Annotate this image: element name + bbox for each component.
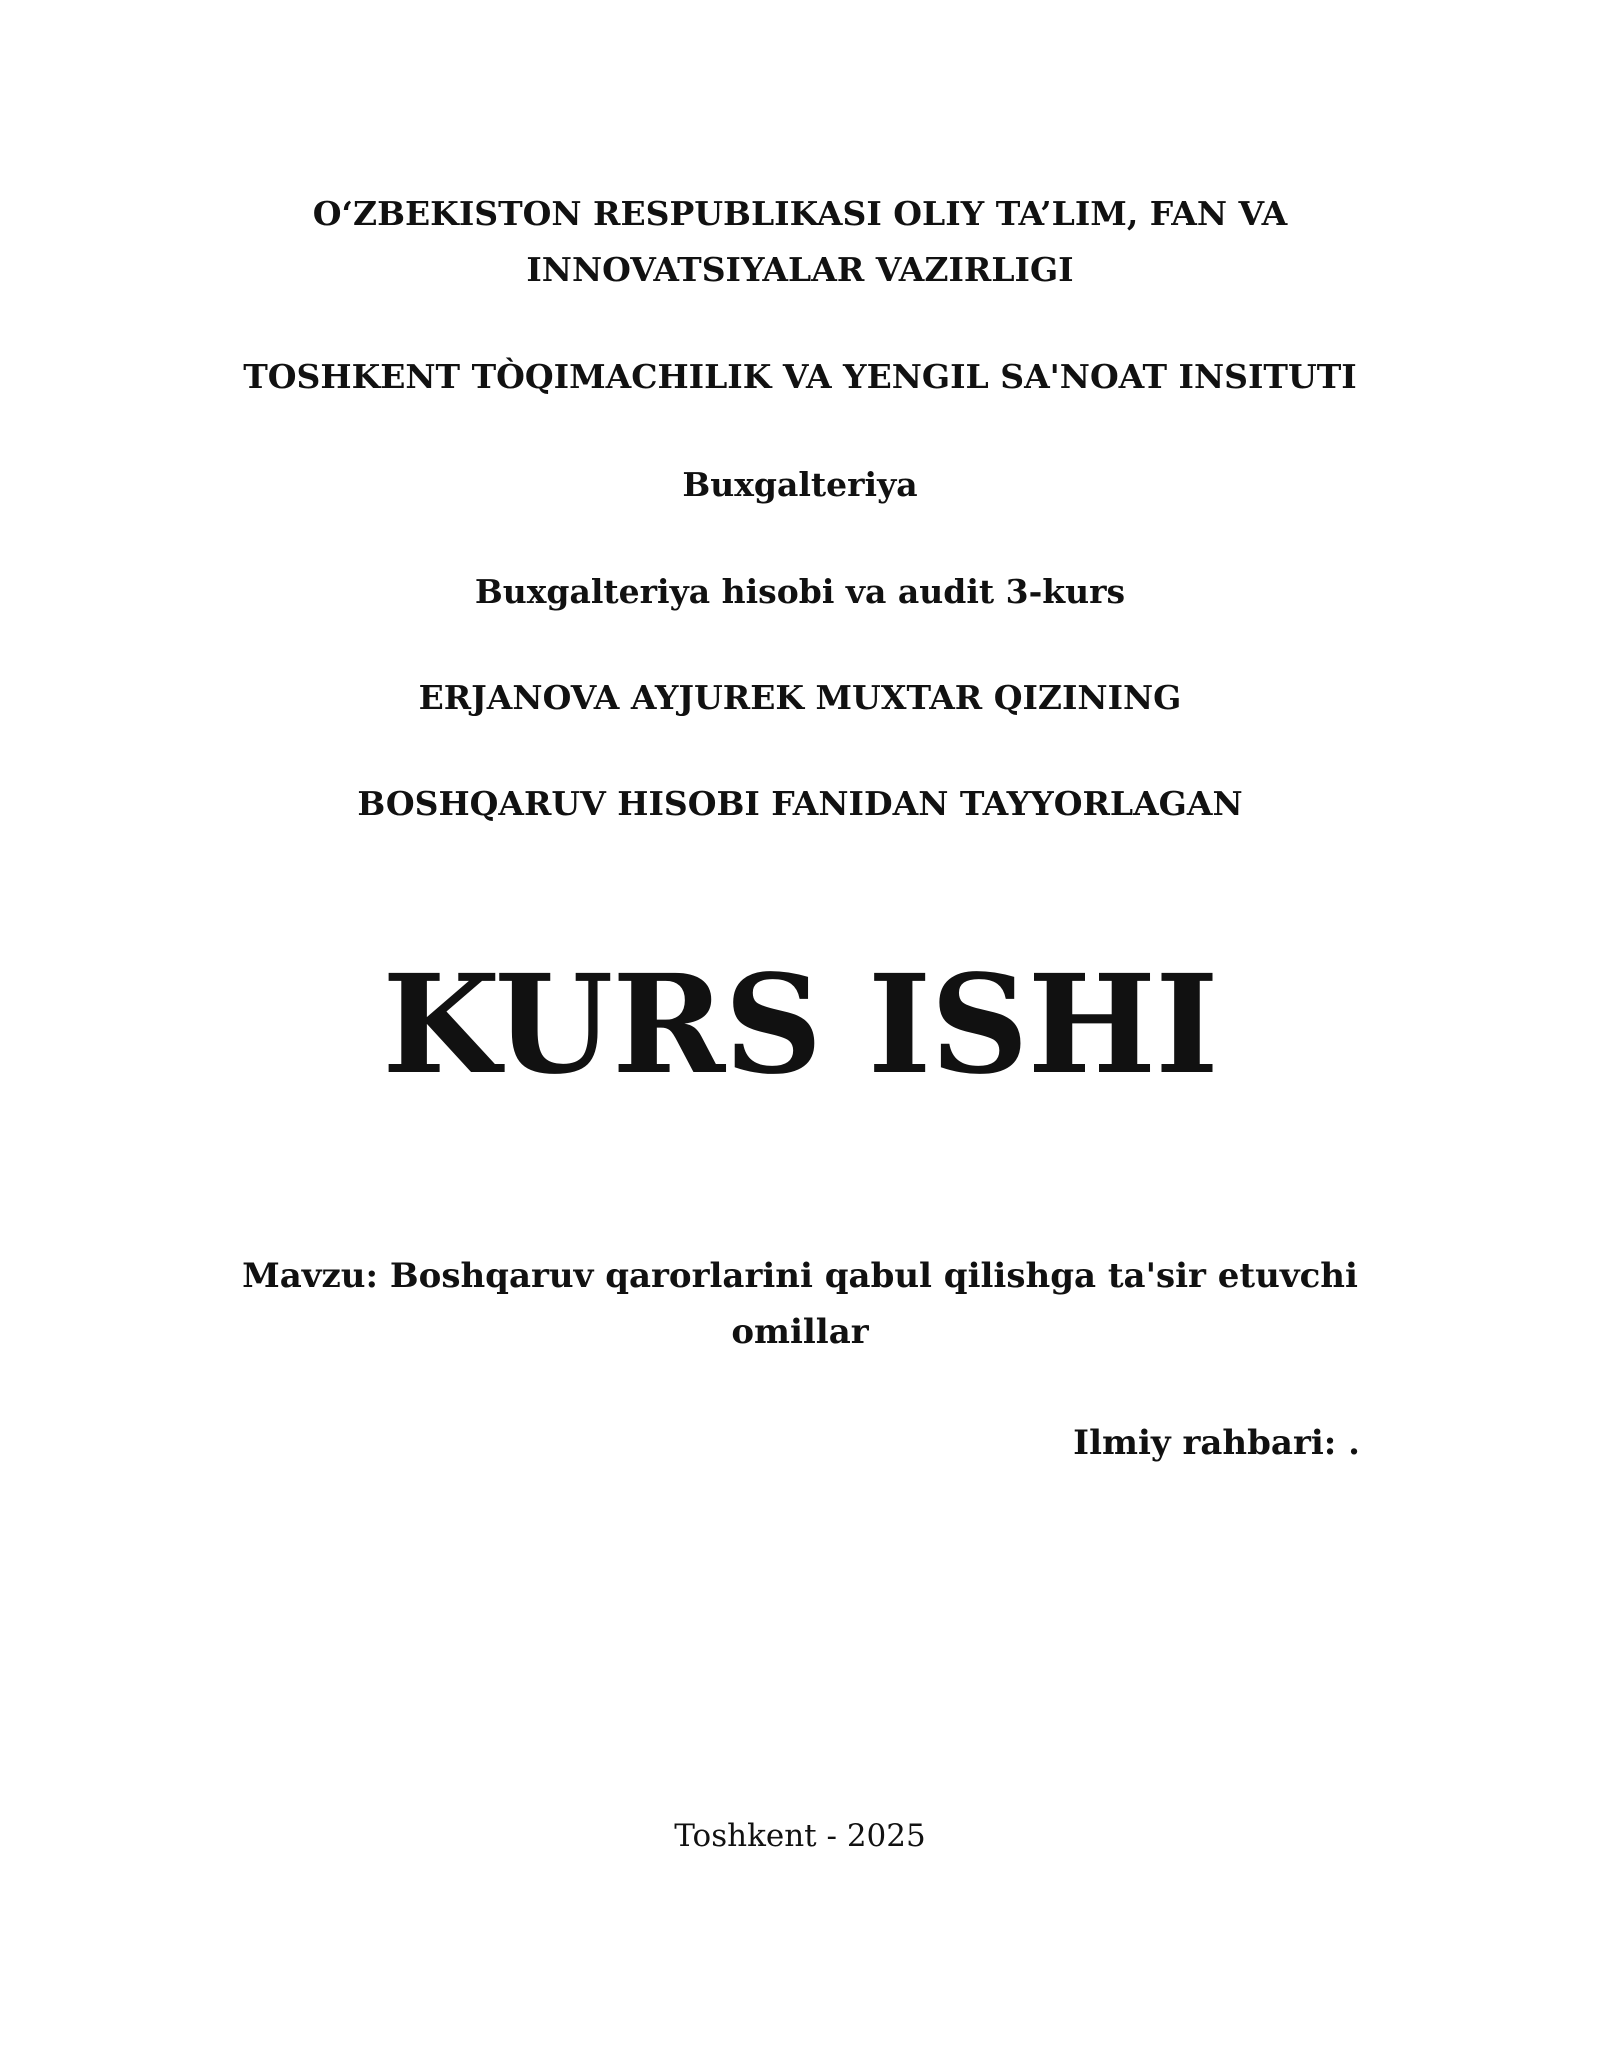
document-title: KURS ISHI (382, 945, 1218, 1105)
student-name: ERJANOVA AYJUREK MUXTAR QIZINING (418, 678, 1182, 717)
course-info: Buxgalteriya hisobi va audit 3-kurs (474, 572, 1126, 611)
topic-heading (0, 1248, 1600, 1360)
topic-line-1: Mavzu: Boshqaruv qarorlarini qabul qilishga ta'sir etuvchi (242, 1256, 1358, 1296)
institute-name: TOSHKENT TÒQIMACHILIK VA YENGIL SA'NOAT INSITUTI (243, 357, 1357, 396)
footer-place-year: Toshkent - 2025 (674, 1818, 926, 1854)
department-name: Buxgalteriya (682, 465, 918, 504)
supervisor-label: Ilmiy rahbari: . (1073, 1423, 1360, 1463)
ministry-heading-line-1: O‘ZBEKISTON RESPUBLIKASI OLIY TA’LIM, FAN VA (312, 194, 1288, 233)
topic-line-2: omillar (731, 1312, 869, 1352)
ministry-heading (0, 186, 1600, 298)
ministry-heading-line-2: INNOVATSIYALAR VAZIRLIGI (526, 250, 1074, 289)
subject-line: BOSHQARUV HISOBI FANIDAN TAYYORLAGAN (357, 784, 1243, 823)
